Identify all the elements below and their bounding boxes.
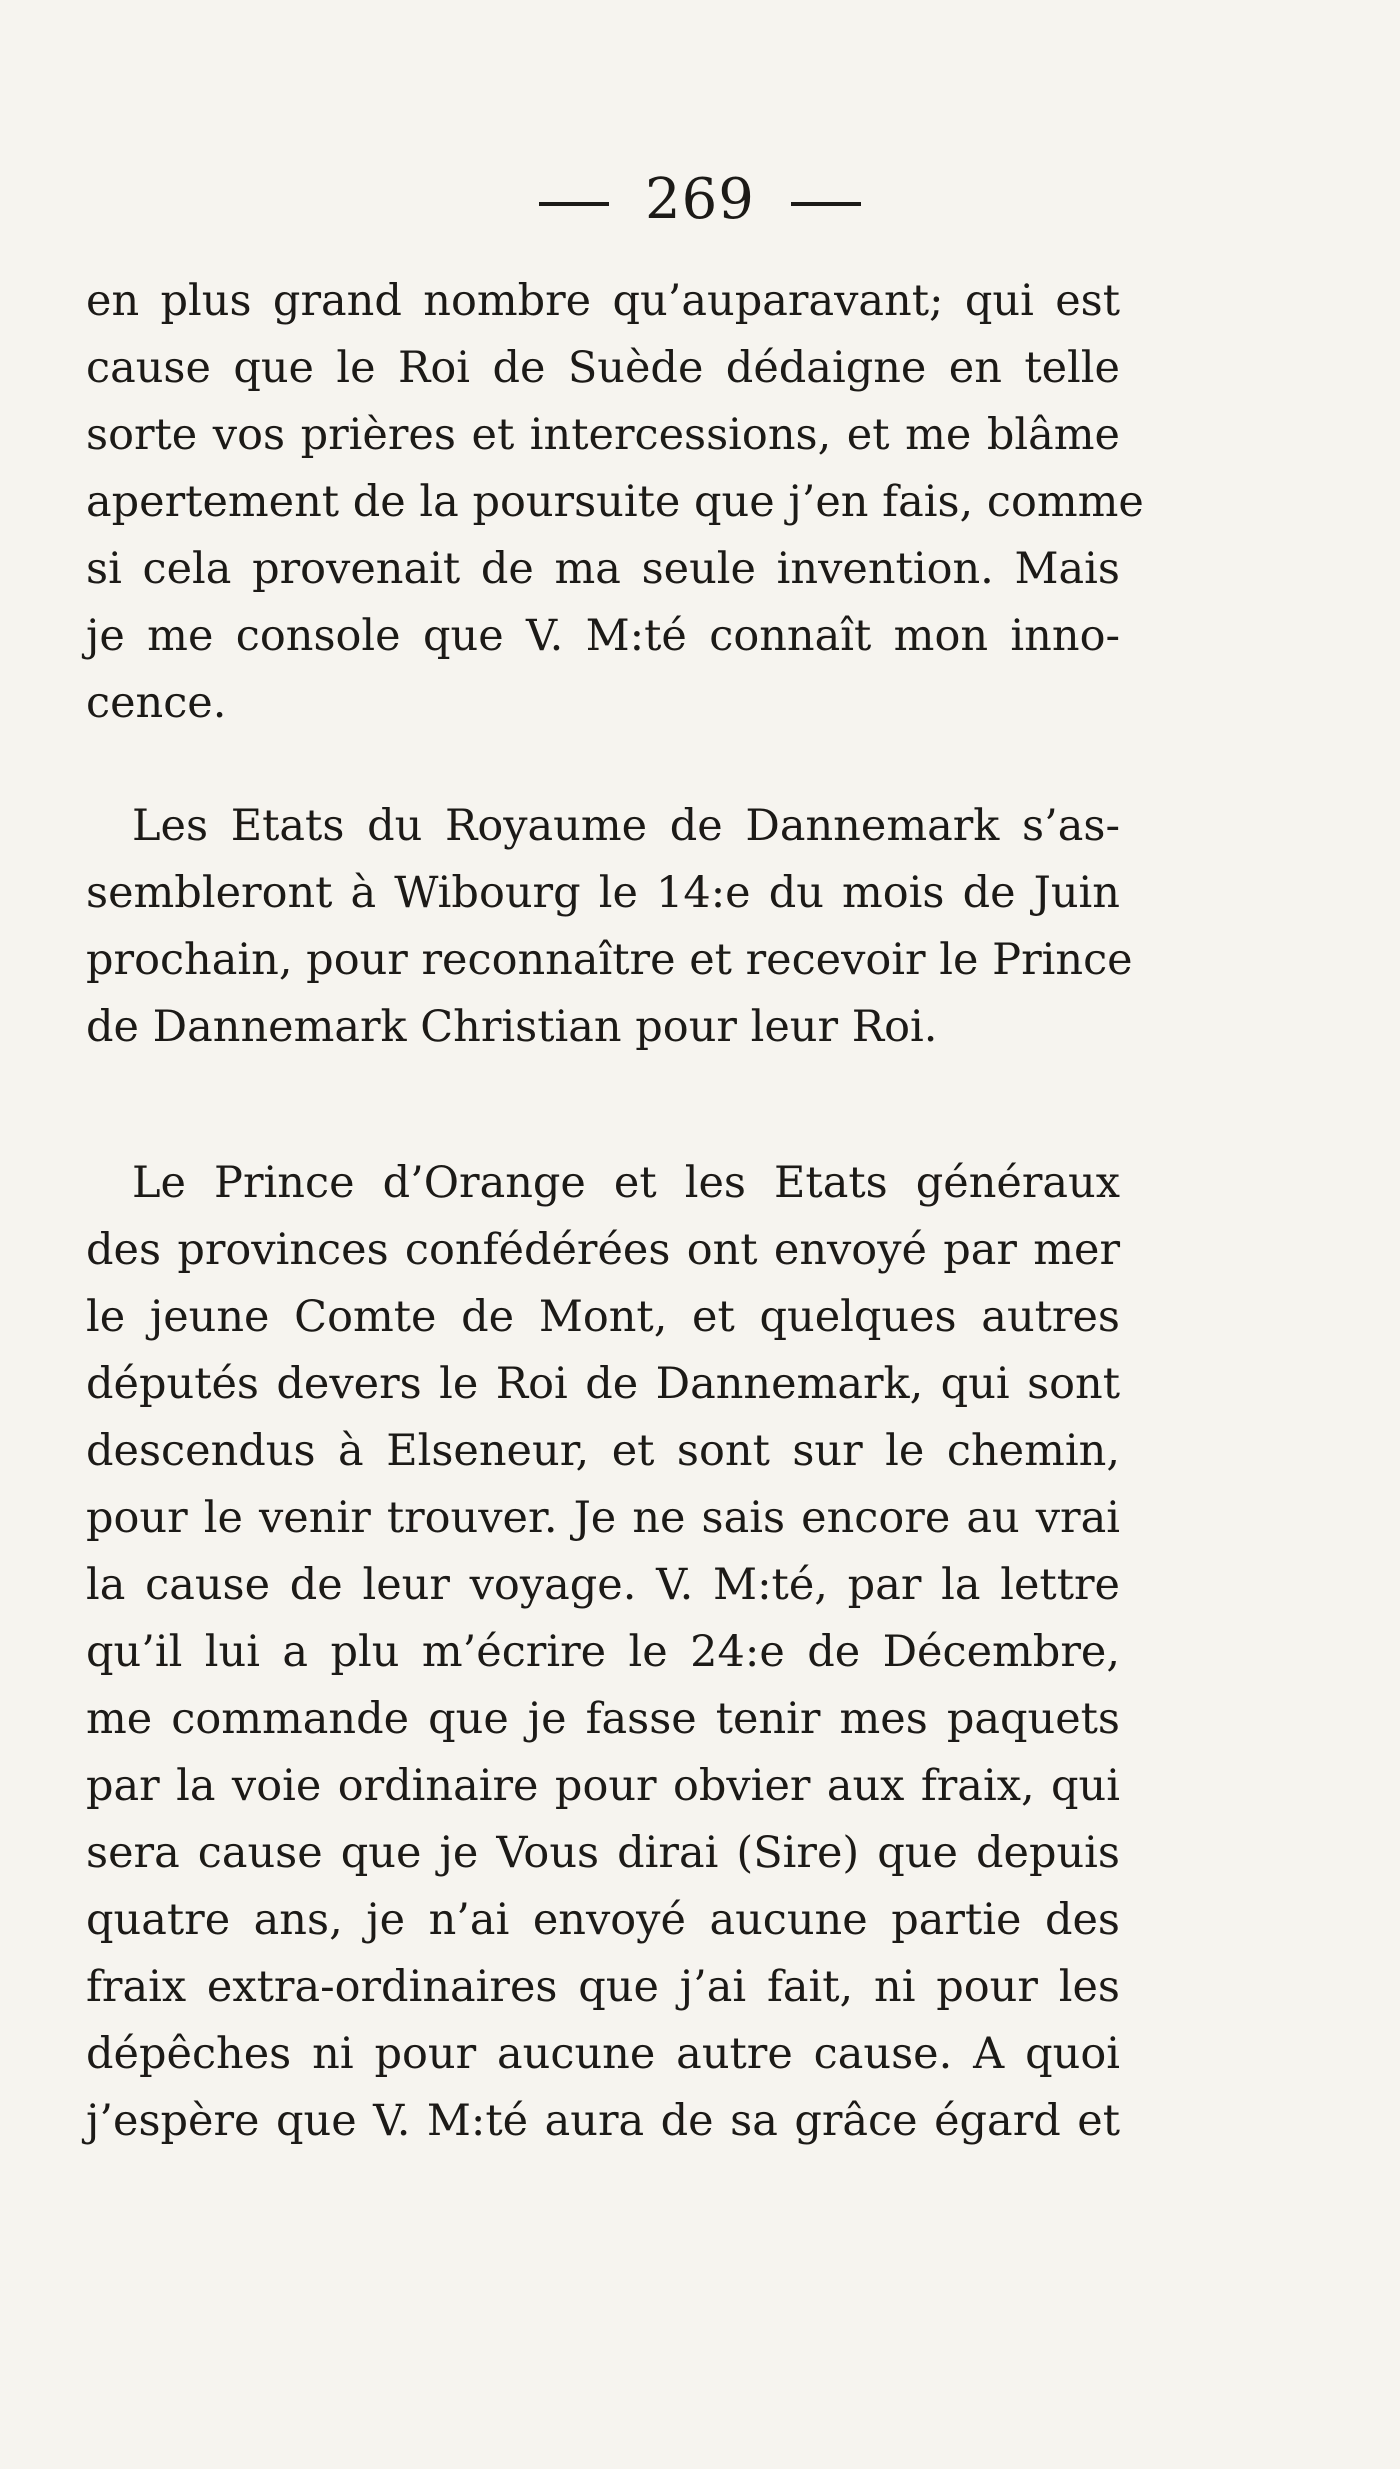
- text-line: en plus grand nombre qu’auparavant; qui est: [86, 276, 1120, 326]
- page-number: 269: [645, 167, 755, 232]
- text-line: pour le venir trouver. Je ne sais encore au vrai: [86, 1493, 1120, 1543]
- text-line: sorte vos prières et intercessions, et me blâme: [86, 410, 1120, 460]
- text-line: par la voie ordinaire pour obvier aux fraix, qui: [86, 1761, 1120, 1811]
- text-line: de Dannemark Christian pour leur Roi.: [86, 1002, 938, 1052]
- text-line: descendus à Elseneur, et sont sur le chemin,: [86, 1426, 1120, 1476]
- text-line: prochain, pour reconnaître et recevoir le Prince: [86, 935, 1133, 985]
- text-line: la cause de leur voyage. V. M:té, par la lettre: [86, 1560, 1120, 1610]
- text-line: dépêches ni pour aucune autre cause. A quoi: [86, 2029, 1120, 2079]
- text-line: apertement de la poursuite que j’en fais, comme: [86, 477, 1144, 527]
- text-line: des provinces confédérées ont envoyé par mer: [86, 1225, 1120, 1275]
- paragraph-2: [86, 793, 1133, 1061]
- paragraph-3: [86, 1150, 1120, 2155]
- header-dash-right: [791, 202, 861, 206]
- text-line: cence.: [86, 678, 227, 728]
- page-header: [0, 168, 1400, 232]
- text-line: quatre ans, je n’ai envoyé aucune partie des: [86, 1895, 1120, 1945]
- text-line: sembleront à Wibourg le 14:e du mois de Juin: [86, 868, 1120, 918]
- text-line: me commande que je fasse tenir mes paquets: [86, 1694, 1120, 1744]
- text-line: je me console que V. M:té connaît mon inno-: [86, 611, 1120, 661]
- text-line: fraix extra-ordinaires que j’ai fait, ni pour les: [86, 1962, 1120, 2012]
- paragraph-1: [86, 268, 1144, 737]
- text-line: qu’il lui a plu m’écrire le 24:e de Décembre,: [86, 1627, 1120, 1677]
- text-line: si cela provenait de ma seule invention. Mais: [86, 544, 1120, 594]
- text-line: le jeune Comte de Mont, et quelques autres: [86, 1292, 1120, 1342]
- text-line: sera cause que je Vous dirai (Sire) que depuis: [86, 1828, 1120, 1878]
- text-line: Le Prince d’Orange et les Etats généraux: [132, 1158, 1120, 1208]
- header-dash-left: [539, 202, 609, 206]
- text-line: Les Etats du Royaume de Dannemark s’as-: [132, 801, 1120, 851]
- text-line: j’espère que V. M:té aura de sa grâce égard et: [86, 2096, 1120, 2146]
- text-line: députés devers le Roi de Dannemark, qui sont: [86, 1359, 1120, 1409]
- text-line: cause que le Roi de Suède dédaigne en telle: [86, 343, 1120, 393]
